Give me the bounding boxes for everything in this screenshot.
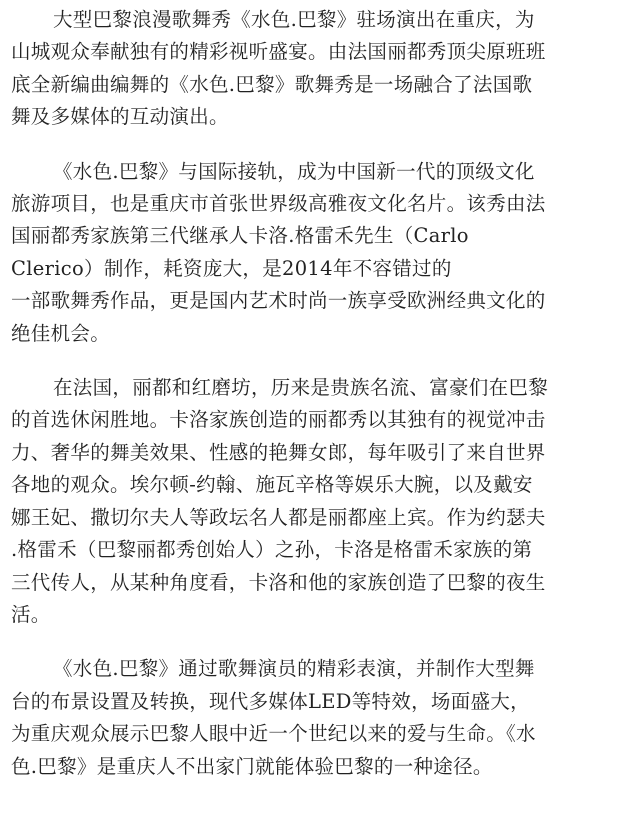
text-line: 各地的观众。埃尔顿-约翰、施瓦辛格等娱乐大腕，以及戴安: [11, 473, 533, 497]
text-line: 国丽都秀家族第三代继承人卡洛.格雷禾先生（Carlo: [11, 224, 469, 248]
text-line: 绝佳机会。: [11, 321, 111, 345]
text-line: 为重庆观众展示巴黎人眼中近一个世纪以来的爱与生命。《水: [11, 722, 536, 746]
text-line: 台的布景设置及转换，现代多媒体LED等特效，场面盛大，: [11, 689, 530, 713]
text-line: 三代传人，从某种角度看，卡洛和他的家族创造了巴黎的夜生: [11, 570, 546, 594]
text-line: 力、奢华的舞美效果、性感的艳舞女郎，每年吸引了来自世界: [11, 440, 546, 464]
paragraph-2: [11, 156, 632, 350]
text-line: 在法国，丽都和红磨坊，历来是贵族名流、富豪们在巴黎: [53, 376, 549, 400]
text-line: 舞及多媒体的互动演出。: [11, 105, 229, 129]
paragraph-4: [11, 653, 632, 783]
text-line: .格雷禾（巴黎丽都秀创始人）之孙，卡洛是格雷禾家族的第: [11, 538, 533, 562]
text-line: 的首选休闲胜地。卡洛家族创造的丽都秀以其独有的视觉冲击: [11, 408, 546, 432]
text-line: 《水色.巴黎》通过歌舞演员的精彩表演，并制作大型舞: [53, 657, 535, 681]
text-line: Clerico）制作，耗资庞大，是2014年不容错过的: [11, 256, 452, 280]
paragraph-1: [11, 4, 632, 134]
text-line: 底全新编曲编舞的《水色.巴黎》歌舞秀是一场融合了法国歌: [11, 72, 533, 96]
text-line: 《水色.巴黎》与国际接轨，成为中国新一代的顶级文化: [53, 159, 535, 183]
text-line: 娜王妃、撒切尔夫人等政坛名人都是丽都座上宾。作为约瑟夫: [11, 505, 546, 529]
text-line: 一部歌舞秀作品，更是国内艺术时尚一族享受欧洲经典文化的: [11, 289, 546, 313]
text-line: 山城观众奉献独有的精彩视听盛宴。由法国丽都秀顶尖原班班: [11, 40, 546, 64]
text-line: 旅游项目，也是重庆市首张世界级高雅夜文化名片。该秀由法: [11, 192, 546, 216]
text-line: 大型巴黎浪漫歌舞秀《水色.巴黎》驻场演出在重庆，为: [53, 8, 535, 31]
text-line: 活。: [11, 602, 51, 626]
paragraph-3: [11, 372, 632, 631]
text-line: 色.巴黎》是重庆人不出家门就能体验巴黎的一种途径。: [11, 754, 493, 778]
